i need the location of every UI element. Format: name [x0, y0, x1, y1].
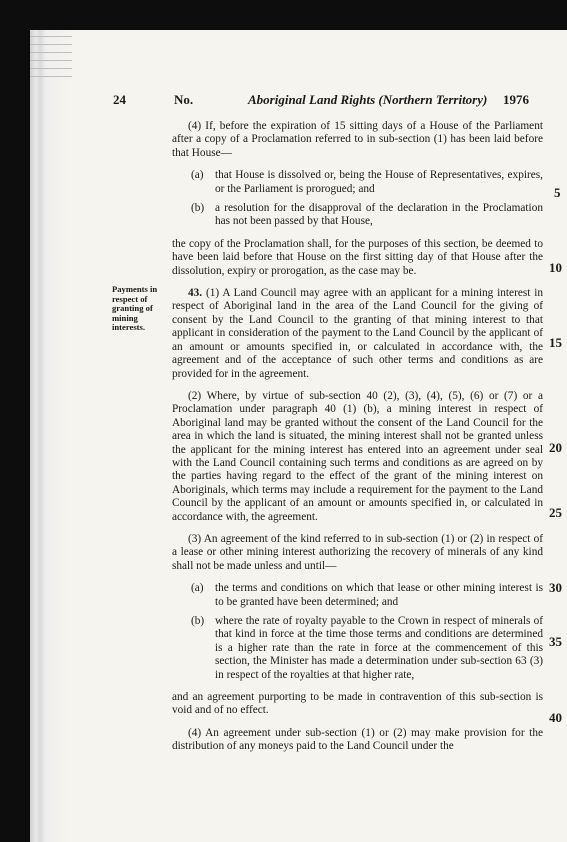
paragraph: and an agreement purporting to be made in contravention of this sub-section is void and of no effect. [172, 691, 543, 717]
item-list [172, 169, 543, 229]
paragraph: (4) If, before the expiration of 15 sitting days of a House of the Parliament after a copy of a Proclamation referred to in sub-section (1) has been laid before that House— [172, 120, 543, 159]
line-number: 5 [554, 185, 561, 200]
line-number: 10 [549, 260, 562, 275]
margin-note: Payments in respect of granting of mining interests. [112, 284, 158, 333]
page-number: 24 [113, 92, 126, 107]
body-text [172, 120, 543, 754]
act-year: 1976 [503, 92, 529, 107]
section-number: 43. [188, 287, 203, 300]
page-edge-stack [30, 30, 72, 842]
line-number: 30 [549, 580, 562, 595]
item-list [172, 582, 543, 682]
list-item: (b) a resolution for the disapproval of the declaration in the Proclamation has not been passed by that House, [191, 202, 543, 228]
paragraph: the copy of the Proclamation shall, for the purposes of this section, be deemed to have been laid before that House on the first sitting day of that House after the dissolution, expiry or prorogation, as the case may be. [172, 237, 543, 277]
list-item: (b) where the rate of royalty payable to the Crown in respect of minerals of that kind in force at the time those terms and conditions are determined is a higher rate than the rate in force at the commencement of this section, the Minister has made a determination under sub-section 63 (3) in respect of the royalties at that higher rate, [191, 615, 543, 681]
paragraph: (4) An agreement under sub-section (1) or (2) may make provision for the distribution of any moneys paid to the Land Council under the [172, 726, 543, 753]
line-number: 25 [549, 505, 562, 520]
section-43-paragraph: 43. (1) A Land Council may agree with an applicant for a mining interest in respect of Aboriginal land in the area of the Land Council for the giving of consent by the Land Council to the granting of that mining interest to that applicant in consideration of the payment to the Land Council by the applicant of an amount or amounts specified in, or calculated in accordance with, the agreement and of the acceptance of such other terms and conditions as are provided for in the agreement. [172, 287, 543, 380]
running-header [0, 92, 567, 110]
act-title: Aboriginal Land Rights (Northern Territory) [248, 92, 488, 107]
line-number: 35 [549, 634, 562, 649]
line-number: 15 [549, 335, 562, 350]
line-number: 40 [549, 710, 562, 725]
line-number: 20 [549, 440, 562, 455]
act-number-label: No. [174, 92, 194, 107]
list-item: (a) that House is dissolved or, being the House of Representatives, expires, or the Parliament is prorogued; and [191, 169, 543, 195]
paragraph: (3) An agreement of the kind referred to in sub-section (1) or (2) in respect of a lease or other mining interest authorizing the recovery of minerals of any kind shall not be made unless and until— [172, 532, 543, 572]
list-item: (a) the terms and conditions on which that lease or other mining interest is to be granted have been determined; and [191, 582, 543, 608]
paragraph: (2) Where, by virtue of sub-section 40 (2), (3), (4), (5), (6) or (7) or a Proclamation under paragraph 40 (1) (b), a mining interest in respect of Aboriginal land may be granted without the consent of the Land Council for the area in which the land is situated, the mining interest shall not be granted unless the applicant for the mining interest has entered into an agreement under seal with the Land Council containing such terms and conditions as are agreed on by the parties having regard to the effect of the grant of the mining interest on Aboriginals, which terms may include a requirement for the payment to the Land Council by the applicant of an amount or amounts specified in, or calculated in accordance with, the agreement. [172, 389, 543, 523]
